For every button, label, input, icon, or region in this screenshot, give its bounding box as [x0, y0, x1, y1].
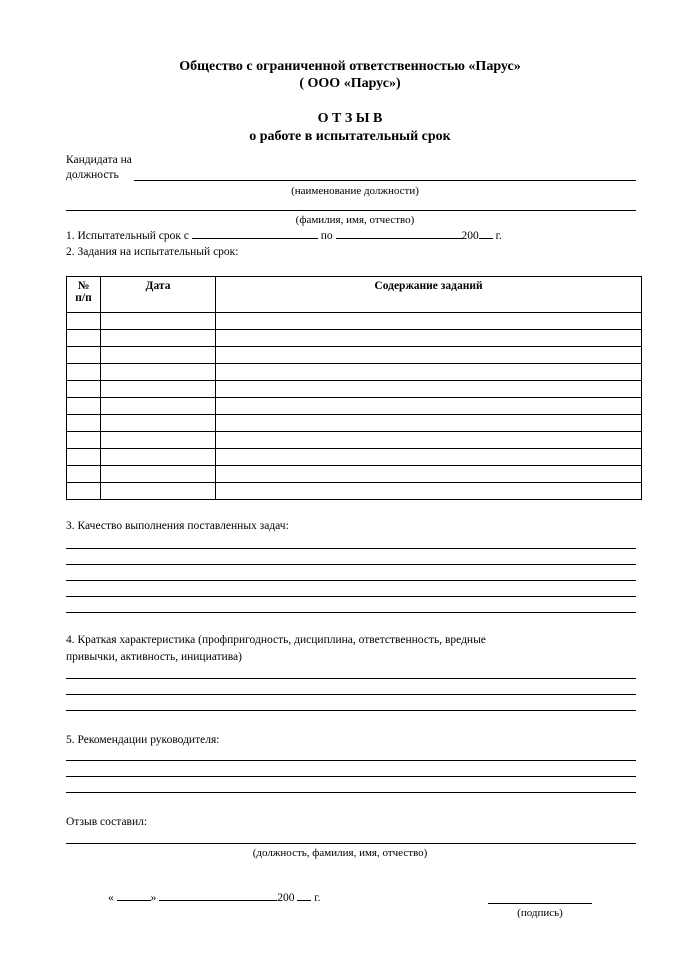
cell-content[interactable]	[216, 330, 642, 347]
document-subtitle: о работе в испытательный срок	[249, 129, 451, 144]
cell-date[interactable]	[101, 432, 216, 449]
date-close-quote: »	[150, 892, 157, 904]
probation-period-label: 1. Испытательный срок с	[66, 230, 189, 242]
cell-date[interactable]	[101, 364, 216, 381]
cell-number[interactable]	[67, 313, 101, 330]
table-row	[67, 449, 642, 466]
characteristic-label-line2: привычки, активность, инициатива)	[66, 651, 242, 663]
date-month-field[interactable]	[159, 890, 277, 901]
signature-date-row	[108, 890, 321, 905]
tasks-table-header	[67, 277, 642, 313]
cell-content[interactable]	[216, 364, 642, 381]
cell-number[interactable]	[67, 330, 101, 347]
cell-content[interactable]	[216, 483, 642, 500]
table-row	[67, 330, 642, 347]
author-caption: (должность, фамилия, имя, отчество)	[252, 847, 428, 859]
cell-date[interactable]	[101, 347, 216, 364]
signature-line[interactable]	[488, 903, 592, 904]
candidate-label: Кандидата на	[66, 154, 132, 166]
quality-label: 3. Качество выполнения поставленных задач:	[66, 520, 289, 532]
column-number-line1: №	[77, 280, 90, 292]
column-content-header: Содержание заданий	[216, 277, 642, 313]
column-number-header	[67, 277, 101, 313]
cell-number[interactable]	[67, 449, 101, 466]
characteristic-line-3[interactable]	[66, 710, 636, 711]
date-year-prefix: 200	[277, 892, 295, 904]
probation-year-suffix: г.	[495, 230, 502, 242]
probation-period-row	[66, 228, 502, 243]
author-line[interactable]	[66, 843, 636, 844]
recommendations-line-2[interactable]	[66, 776, 636, 777]
characteristic-line-2[interactable]	[66, 694, 636, 695]
cell-number[interactable]	[67, 415, 101, 432]
probation-year-field[interactable]	[479, 228, 493, 239]
table-row	[67, 313, 642, 330]
characteristic-label-line1: 4. Краткая характеристика (профпригодность, дисциплина, ответственность, вредные	[66, 634, 486, 646]
org-short-name: ( ООО «Парус»)	[299, 76, 401, 91]
cell-date[interactable]	[101, 415, 216, 432]
cell-content[interactable]	[216, 432, 642, 449]
probation-year-prefix: 200	[461, 230, 479, 242]
quality-line-2[interactable]	[66, 564, 636, 565]
cell-content[interactable]	[216, 398, 642, 415]
tasks-label: 2. Задания на испытательный срок:	[66, 246, 239, 258]
recommendations-label: 5. Рекомендации руководителя:	[66, 734, 220, 746]
table-row	[67, 364, 642, 381]
cell-date[interactable]	[101, 466, 216, 483]
cell-number[interactable]	[67, 381, 101, 398]
cell-date[interactable]	[101, 483, 216, 500]
position-line[interactable]	[134, 180, 636, 181]
cell-number[interactable]	[67, 432, 101, 449]
table-row	[67, 415, 642, 432]
date-year-suffix: г.	[314, 892, 321, 904]
document-title: О Т З Ы В	[317, 111, 383, 126]
author-label: Отзыв составил:	[66, 816, 148, 828]
probation-start-field[interactable]	[192, 228, 318, 239]
candidate-name-caption: (фамилия, имя, отчество)	[295, 214, 415, 226]
table-row	[67, 347, 642, 364]
cell-number[interactable]	[67, 466, 101, 483]
candidate-name-line[interactable]	[66, 210, 636, 211]
cell-date[interactable]	[101, 330, 216, 347]
cell-content[interactable]	[216, 313, 642, 330]
table-row	[67, 483, 642, 500]
cell-date[interactable]	[101, 398, 216, 415]
date-open-quote: «	[108, 892, 114, 904]
position-label: должность	[66, 169, 119, 181]
cell-date[interactable]	[101, 313, 216, 330]
table-row	[67, 432, 642, 449]
column-number-line2: п/п	[75, 292, 92, 304]
table-row	[67, 381, 642, 398]
quality-line-4[interactable]	[66, 596, 636, 597]
probation-to-label: по	[320, 230, 333, 242]
signature-caption: (подпись)	[517, 907, 563, 919]
cell-content[interactable]	[216, 415, 642, 432]
column-date-header: Дата	[101, 277, 216, 313]
cell-content[interactable]	[216, 449, 642, 466]
cell-number[interactable]	[67, 398, 101, 415]
cell-number[interactable]	[67, 364, 101, 381]
cell-content[interactable]	[216, 347, 642, 364]
quality-line-3[interactable]	[66, 580, 636, 581]
cell-content[interactable]	[216, 381, 642, 398]
date-day-field[interactable]	[117, 890, 151, 901]
recommendations-line-1[interactable]	[66, 760, 636, 761]
cell-content[interactable]	[216, 466, 642, 483]
probation-end-field[interactable]	[336, 228, 462, 239]
tasks-table	[66, 276, 642, 500]
org-name: Общество с ограниченной ответственностью «Парус»	[179, 59, 521, 74]
table-row	[67, 466, 642, 483]
quality-line-5[interactable]	[66, 612, 636, 613]
cell-number[interactable]	[67, 347, 101, 364]
cell-number[interactable]	[67, 483, 101, 500]
cell-date[interactable]	[101, 449, 216, 466]
position-caption: (наименование должности)	[291, 185, 419, 197]
cell-date[interactable]	[101, 381, 216, 398]
recommendations-line-3[interactable]	[66, 792, 636, 793]
date-year-field[interactable]	[297, 890, 311, 901]
characteristic-line-1[interactable]	[66, 678, 636, 679]
table-row	[67, 398, 642, 415]
quality-line-1[interactable]	[66, 548, 636, 549]
